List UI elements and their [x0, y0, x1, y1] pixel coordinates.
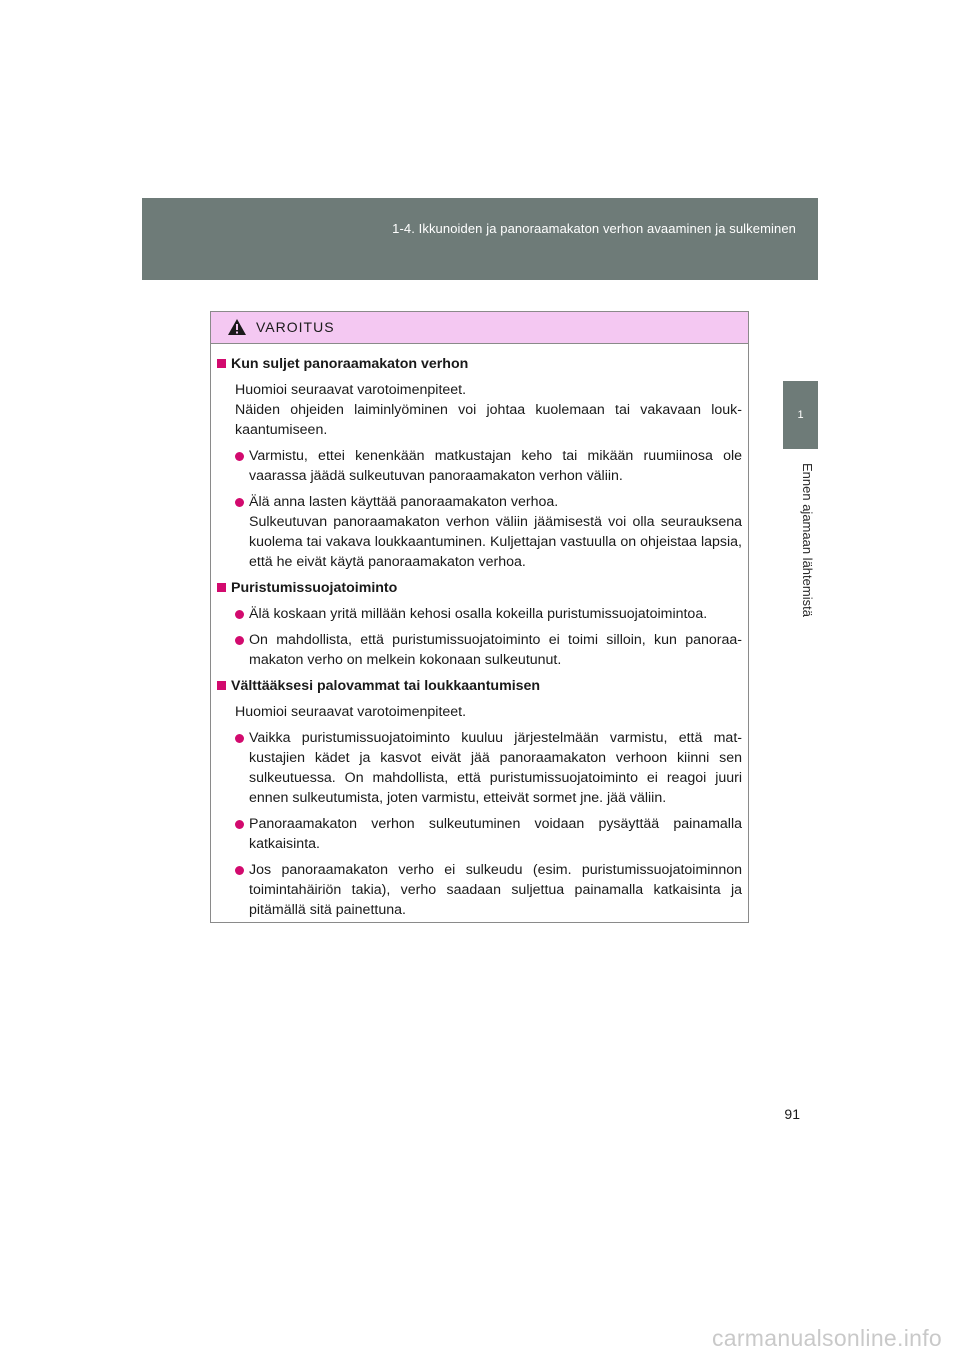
warning-section — [217, 578, 742, 670]
section-header-band — [142, 198, 818, 280]
section-paragraph: Huomioi seuraavat varotoimenpiteet. — [235, 704, 467, 720]
section-title: 1-4. Ikkunoiden ja panoraamakaton verhon avaaminen ja sulkeminen — [392, 221, 796, 236]
section-heading — [217, 676, 742, 696]
section-heading-text: Puristumissuojatoiminto — [231, 580, 398, 596]
warning-body — [211, 344, 748, 920]
section-heading — [217, 354, 742, 374]
warning-header — [211, 312, 748, 344]
round-bullet-icon — [235, 498, 244, 507]
list-item — [217, 814, 742, 854]
warning-title: VAROITUS — [256, 319, 335, 335]
round-bullet-icon — [235, 734, 244, 743]
section-paragraph: Huomioi seuraavat varotoimenpiteet. Näiden ohjeiden laiminlyöminen voi johtaa kuolemaan tai vakavaan loukkaantumiseen. — [235, 382, 742, 438]
chapter-number: 1 — [797, 409, 804, 421]
list-item — [217, 728, 742, 808]
chapter-tab — [783, 381, 818, 449]
watermark: carmanualsonline.info — [711, 1325, 942, 1351]
square-bullet-icon — [217, 359, 226, 368]
warning-box — [210, 311, 749, 923]
list-item — [217, 860, 742, 920]
list-item — [217, 492, 742, 572]
list-item-text: Älä koskaan yritä millään kehosi osalla kokeilla puristumissuojatoimintoa. — [249, 606, 708, 622]
square-bullet-icon — [217, 681, 226, 690]
round-bullet-icon — [235, 636, 244, 645]
warning-section — [217, 676, 742, 920]
list-item-text: On mahdollista, että puristumissuojatoiminto ei toimi silloin, kun panoraamakaton verho on melkein kokonaan sulkeutunut. — [249, 632, 742, 668]
warning-triangle-icon — [227, 318, 247, 336]
chapter-label: Ennen ajamaan lähtemistä — [800, 463, 815, 617]
list-item — [217, 630, 742, 670]
round-bullet-icon — [235, 452, 244, 461]
round-bullet-icon — [235, 866, 244, 875]
round-bullet-icon — [235, 820, 244, 829]
list-item-text: Jos panoraamakaton verho ei sulkeudu (esim. puristumissuojatoiminnon toimintahäiriön takia), verho saadaan suljettua painamalla katkaisinta ja pitämällä sitä painettuna. — [249, 862, 742, 918]
list-item-text: Panoraamakaton verhon sulkeutuminen voidaan pysäyttää painamalla katkaisinta. — [249, 816, 742, 852]
square-bullet-icon — [217, 583, 226, 592]
warning-section — [217, 354, 742, 572]
round-bullet-icon — [235, 610, 244, 619]
list-item-text: Vaikka puristumissuojatoiminto kuuluu järjestelmään varmistu, että matkustajien kädet ja kasvot eivät jää panoraamakaton verhoon kiinni sen sulkeutuessa. On mahdollista, että puristumissuojatoiminto ei reagoi juuri ennen sulkeutumista, joten varmistu, etteivät sormet jne. jää väliin. — [249, 730, 742, 806]
section-heading — [217, 578, 742, 598]
section-heading-text: Välttääksesi palovammat tai loukkaantumisen — [231, 678, 541, 694]
list-item — [217, 446, 742, 486]
list-item-text: Älä anna lasten käyttää panoraamakaton verhoa. Sulkeutuvan panoraamakaton verhon väliin jäämisestä voi olla seurauksena kuolema tai vakava loukkaantuminen. Kuljettajan vastuulla on ohjeistaa lapsia, että he eivät käytä panoraamakaton verhoa. — [249, 494, 742, 570]
list-item — [217, 604, 742, 624]
section-heading-text: Kun suljet panoraamakaton verhon — [231, 356, 469, 372]
list-item-text: Varmistu, ettei kenenkään matkustajan keho tai mikään ruumiinosa ole vaarassa jäädä sulkeutuvan panoraamakaton verhon väliin. — [249, 448, 742, 484]
page-number: 91 — [784, 1106, 800, 1122]
